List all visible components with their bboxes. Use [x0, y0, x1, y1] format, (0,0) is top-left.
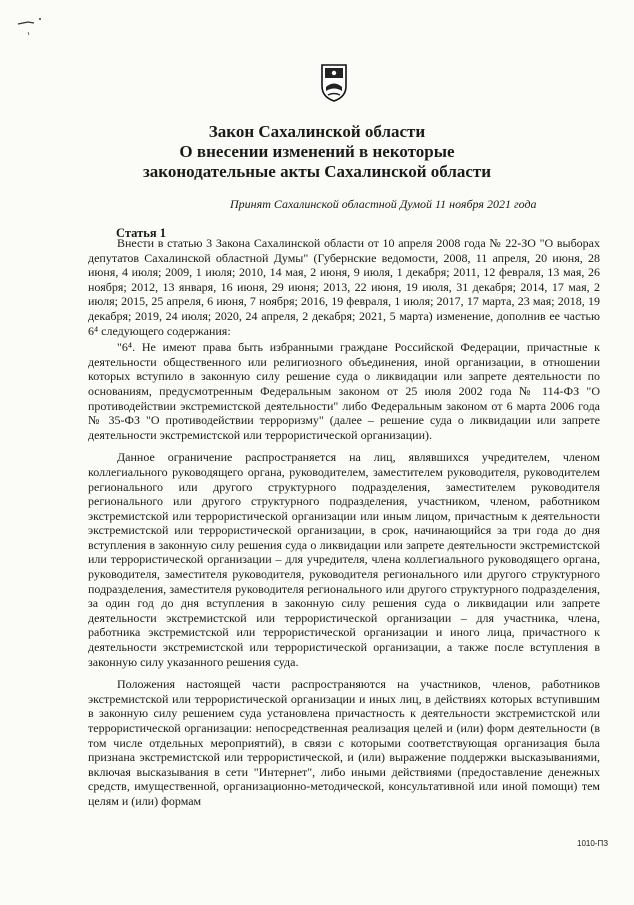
sakhalin-coat-of-arms-icon — [319, 62, 349, 102]
law-title — [60, 122, 574, 182]
scan-mark-icon — [10, 10, 50, 40]
article-body — [88, 236, 600, 809]
paragraph-part-6-4: "6⁴. Не имеют права быть избранными граждане Российской Федерации, причастные к деятельности общественного или религиозного объединения, иной организации, в отношении которых вступило в законную силу решение суда о ликвидации или запрете деятельности по основаниям, предусмотренным Федеральным законом от 25 июля 2002 года № 114-ФЗ "О противодействии экстремистской деятельности" либо Федеральным законом от 6 марта 2006 года № 35-ФЗ "О противодействии терроризму" (далее – решение суда о ликвидации или запрете деятельности экстремистской или террористической организации). — [88, 340, 600, 442]
page-code: 1010-ПЗ — [577, 839, 609, 848]
paragraph-amendment: Внести в статью 3 Закона Сахалинской области от 10 апреля 2008 года № 22-ЗО "О выборах депутатов Сахалинской областной Думы" (Губернские ведомости, 2008, 11 апреля, 20 июня, 28 июня, 4 июля; 2009, 1 июля; 2010, 14 мая, 2 июня, 9 июля, 1 декабря; 2011, 12 февраля, 13 мая, 26 ноября; 2012, 13 января, 16 июня, 29 июня; 2013, 22 июня, 19 июля, 31 декабря; 2014, 17 мая, 2 июля; 2015, 25 апреля, 6 июня, 7 ноября; 2016, 19 февраля, 1 июля; 2017, 17 марта, 23 мая; 2018, 19 декабря; 2019, 24 июля; 2020, 24 апреля, 2 декабря; 2021, 5 марта) изменение, дополнив ее частью 6⁴ следующего содержания: — [88, 236, 600, 338]
title-line-2: О внесении изменений в некоторые — [179, 142, 455, 161]
title-line-1: Закон Сахалинской области — [208, 122, 426, 141]
title-line-3: законодательные акты Сахалинской области — [142, 162, 492, 181]
article-heading: Статья 1 — [116, 226, 166, 240]
adoption-note: Принят Сахалинской областной Думой 11 ноября 2021 года — [230, 197, 537, 211]
paragraph-provisions-extent: Положения настоящей части распространяются на участников, членов, работников экстремистской или террористической организации и иных лиц, в действиях которых вступившим в законную силу решением суда установлена причастность к деятельности экстремистской или террористической организации: непосредственная реализация целей и (или) форм деятельности (в том числе отдельных мероприятий), в связи с которыми соответствующая организация была признана экстремистской или террористической, и (или) выражение поддержки высказываниями, включая высказывания в сети "Интернет", либо иными действиями (предоставление денежных средств, имущественной, организационно-методической, консультативной или иной помощи) тем целям и (или) формам — [88, 677, 600, 808]
paragraph-restriction-scope: Данное ограничение распространяется на лиц, являвшихся учредителем, членом коллегиального руководящего органа, руководителем, заместителем руководителя, руководителем регионального или другого структурного подразделения, заместителем руководителя регионального или другого структурного подразделения, участником, членом, работником экстремистской или террористической организации или иным лицом, причастным к деятельности экстремистской или террористической организации, в срок, начинающийся за три года до дня вступления в законную силу решения суда о ликвидации или запрете деятельности экстремистской или террористической организации – для учредителя, члена коллегиального руководящего органа, руководителя, заместителя руководителя, руководителя регионального или другого структурного подразделения, заместителя руководителя регионального или другого структурного подразделения, за один год до дня вступления в законную силу решения суда о ликвидации или запрете деятельности экстремистской или террористической организации – для участника, члена, работника экстремистской или террористической организации и иного лица, причастного к деятельности экстремистской или террористической организации, а также после вступления в законную силу указанного решения суда. — [88, 450, 600, 669]
